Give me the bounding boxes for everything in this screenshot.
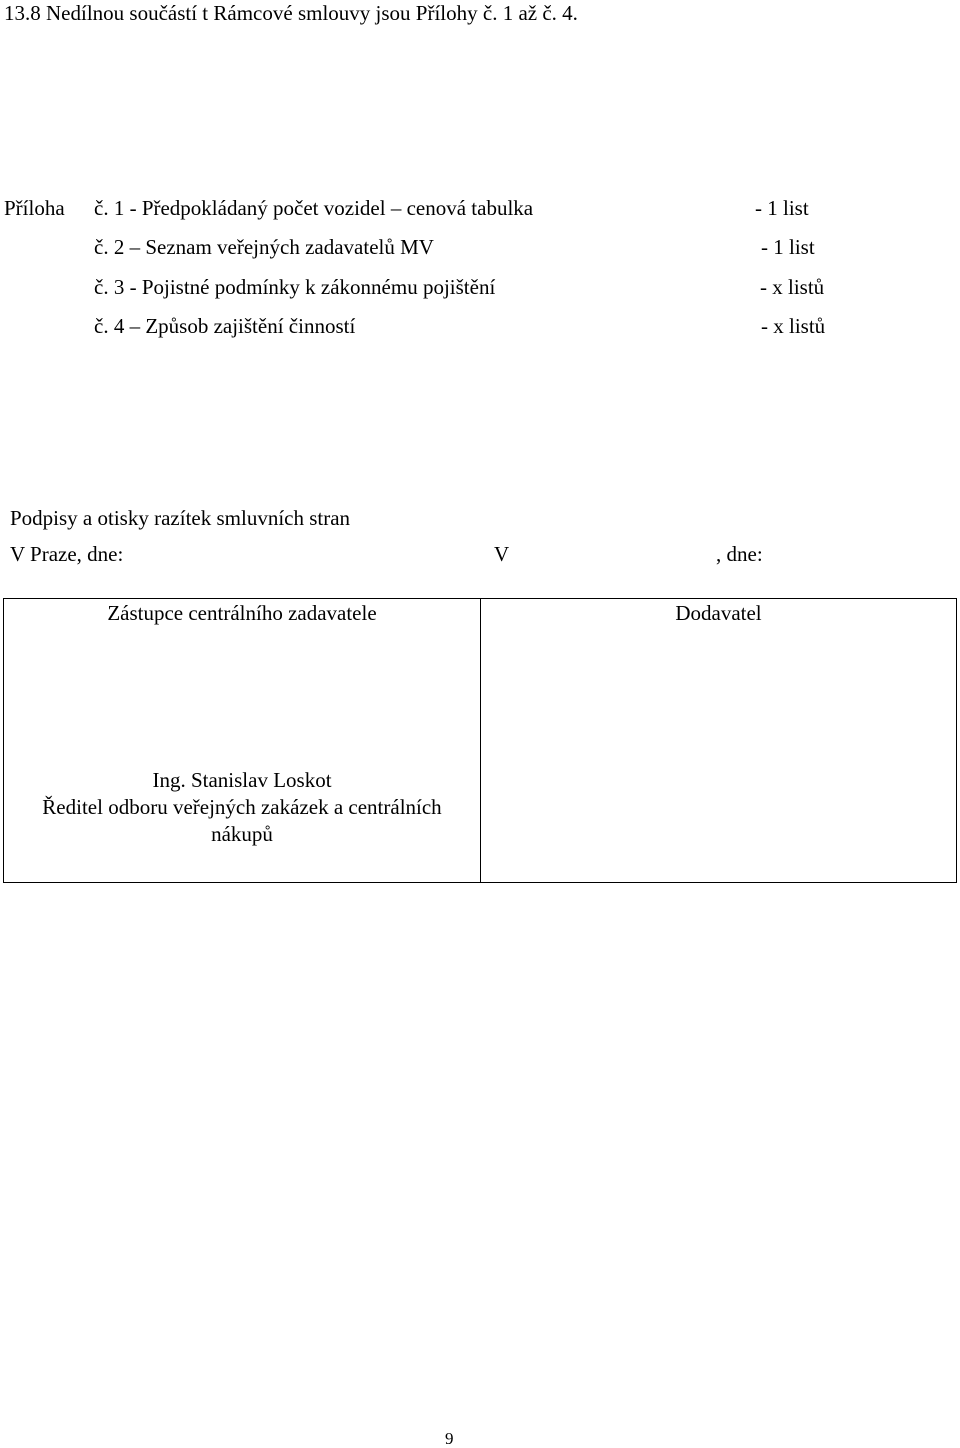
attachment-1-size: - 1 list <box>755 196 809 220</box>
attachment-3-description: č. 3 - Pojistné podmínky k zákonnému pojištění <box>94 275 496 299</box>
attachment-1-description: č. 1 - Předpokládaný počet vozidel – cenová tabulka <box>94 196 534 220</box>
place-right-prefix: V <box>494 542 510 566</box>
column-header-contracting-authority: Zástupce centrálního zadavatele <box>107 601 377 625</box>
attachment-4-description: č. 4 – Způsob zajištění činností <box>94 314 356 338</box>
page-number: 9 <box>445 1429 454 1448</box>
column-header-supplier: Dodavatel <box>675 601 762 625</box>
attachment-3-size: - x listů <box>760 275 825 299</box>
place-date-right: , dne: <box>716 542 763 566</box>
signatures-title: Podpisy a otisky razítek smluvních stran <box>10 506 351 530</box>
place-date-left: V Praze, dne: <box>10 542 124 566</box>
signature-column-contracting-authority <box>4 599 481 882</box>
attachments-label: Příloha <box>4 196 65 220</box>
attachment-2-size: - 1 list <box>761 235 815 259</box>
signer-role-line-1: Ředitel odboru veřejných zakázek a centrálních <box>42 795 442 819</box>
signer-role-line-2: nákupů <box>211 822 273 846</box>
signature-column-supplier <box>481 599 956 882</box>
signature-table <box>3 598 957 883</box>
attachment-2-description: č. 2 – Seznam veřejných zadavatelů MV <box>94 235 434 259</box>
attachment-4-size: - x listů <box>761 314 826 338</box>
signer-block <box>4 767 480 848</box>
section-heading: 13.8 Nedílnou součástí t Rámcové smlouvy jsou Přílohy č. 1 až č. 4. <box>4 1 578 25</box>
signer-name: Ing. Stanislav Loskot <box>152 768 332 792</box>
